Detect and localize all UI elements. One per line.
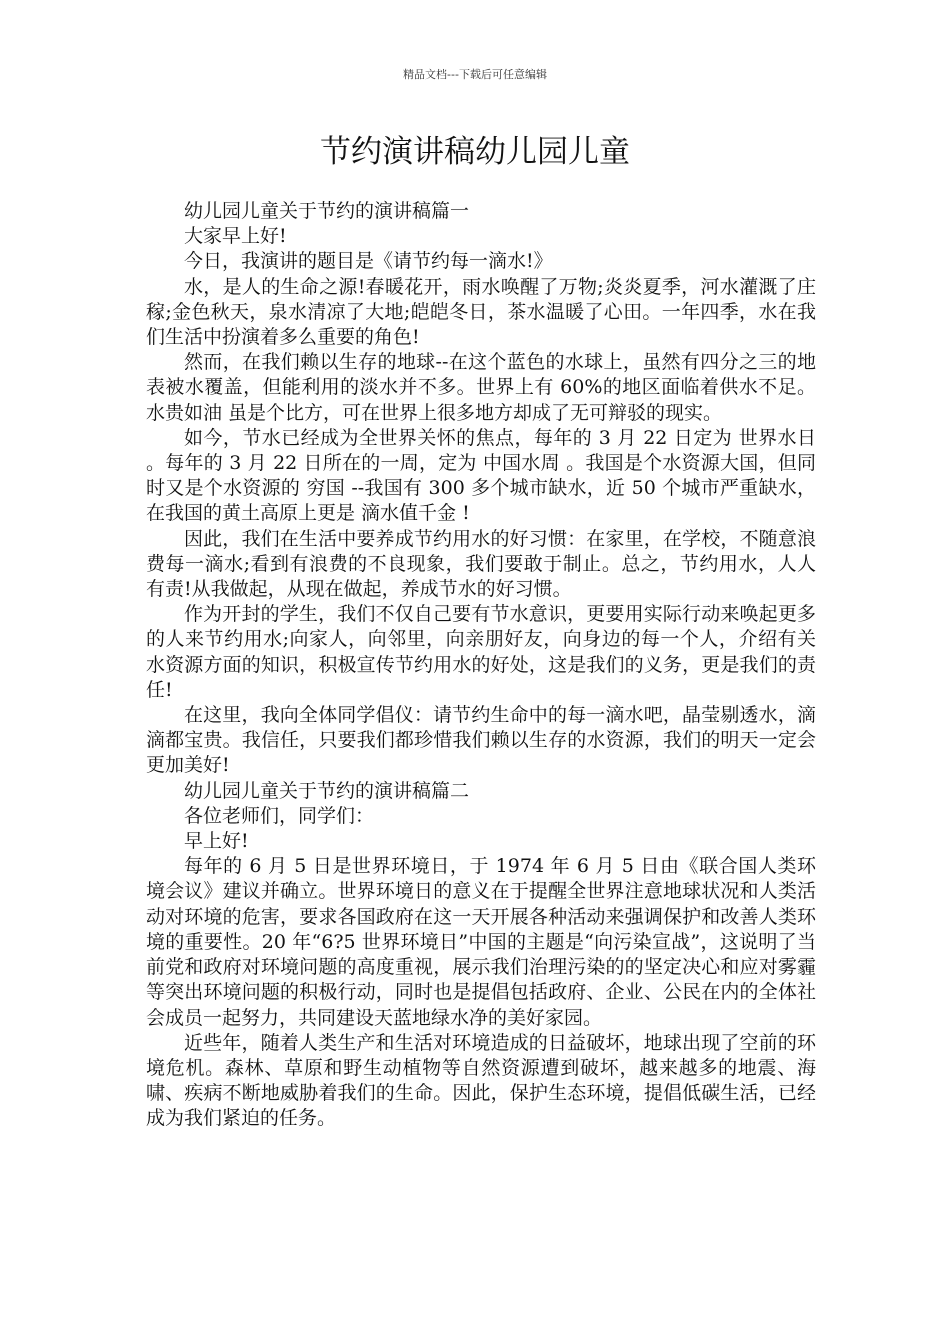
paragraph: 如今，节水已经成为全世界关怀的焦点，每年的 3 月 22 日定为 世界水日 。每年的 3 月 22 日所在的一周，定为 中国水周 。我国是个水资源大国，但同时又是个水资源的 穷国 --我国有 300 多个城市缺水，近 50 个城市严重缺水，在我国的黄土高原上更是 滴水值千金 ! [146,426,816,525]
paragraph: 近些年，随着人类生产和生活对环境造成的日益破坏，地球出现了空前的环境危机。森林、草原和野生动植物等自然资源遭到破坏，越来越多的地震、海啸、疾病不断地威胁着我们的生命。因此，保护生态环境，提倡低碳生活，已经成为我们紧迫的任务。 [146,1031,816,1130]
document-body [146,199,816,1132]
paragraph: 早上好! [184,830,249,853]
paragraph: 大家早上好! [184,225,287,248]
header-note: 精品文档---下载后可任意编辑 [403,68,547,81]
paragraph: 每年的 6 月 5 日是世界环境日，于 1974 年 6 月 5 日由《联合国人类环境会议》建议并确立。世界环境日的意义在于提醒全世界注意地球状况和人类活动对环境的危害，要求各国政府在这一天开展各种活动来强调保护和改善人类环境的重要性。20 年“6?5 世界环境日”中国的主题是“向污染宣战”，这说明了当前党和政府对环境问题的高度重视，展示我们治理污染的的坚定决心和应对雾霾等突出环境问题的积极行动，同时也是提倡包括政府、企业、公民在内的全体社会成员一起努力，共同建设天蓝地绿水净的美好家园。 [146,855,816,1029]
paragraph: 幼儿园儿童关于节约的演讲稿篇一 [184,200,470,222]
paragraph: 在这里，我向全体同学倡仪：请节约生命中的每一滴水吧，晶莹剔透水，滴滴都宝贵。我信任，只要我们都珍惜我们赖以生存的水资源，我们的明天一定会更加美好! [146,704,816,777]
paragraph: 各位老师们，同学们： [184,804,375,827]
paragraph: 幼儿园儿童关于节约的演讲稿篇二 [184,779,470,802]
paragraph: 今日，我演讲的题目是《请节约每一滴水!》 [184,250,553,273]
paragraph: 作为开封的学生，我们不仅自己要有节水意识，更要用实际行动来唤起更多的人来节约用水;向家人，向邻里，向亲朋好友，向身边的每一个人，介绍有关水资源方面的知识，积极宣传节约用水的好处，这是我们的义务，更是我们的责任! [146,603,816,701]
paragraph: 然而，在我们赖以生存的地球--在这个蓝色的水球上，虽然有四分之三的地表被水覆盖，但能利用的淡水并不多。世界上有 60%的地区面临着供水不足。 水贵如油 虽是个比方，可在世界上很多地方却成了无可辩驳的现实。 [146,351,816,424]
document-title: 节约演讲稿幼儿园儿童 [320,134,630,170]
paragraph: 水，是人的生命之源!春暖花开，雨水唤醒了万物;炎炎夏季，河水灌溉了庄稼;金色秋天，泉水清凉了大地;皑皑冬日，茶水温暖了心田。一年四季，水在我们生活中扮演着多么重要的角色! [146,275,816,349]
paragraph: 因此，我们在生活中要养成节约用水的好习惯：在家里，在学校，不随意浪费每一滴水;看到有浪费的不良现象，我们要敢于制止。总之，节约用水，人人有责!从我做起，从现在做起，养成节水的好习惯。 [146,527,816,601]
